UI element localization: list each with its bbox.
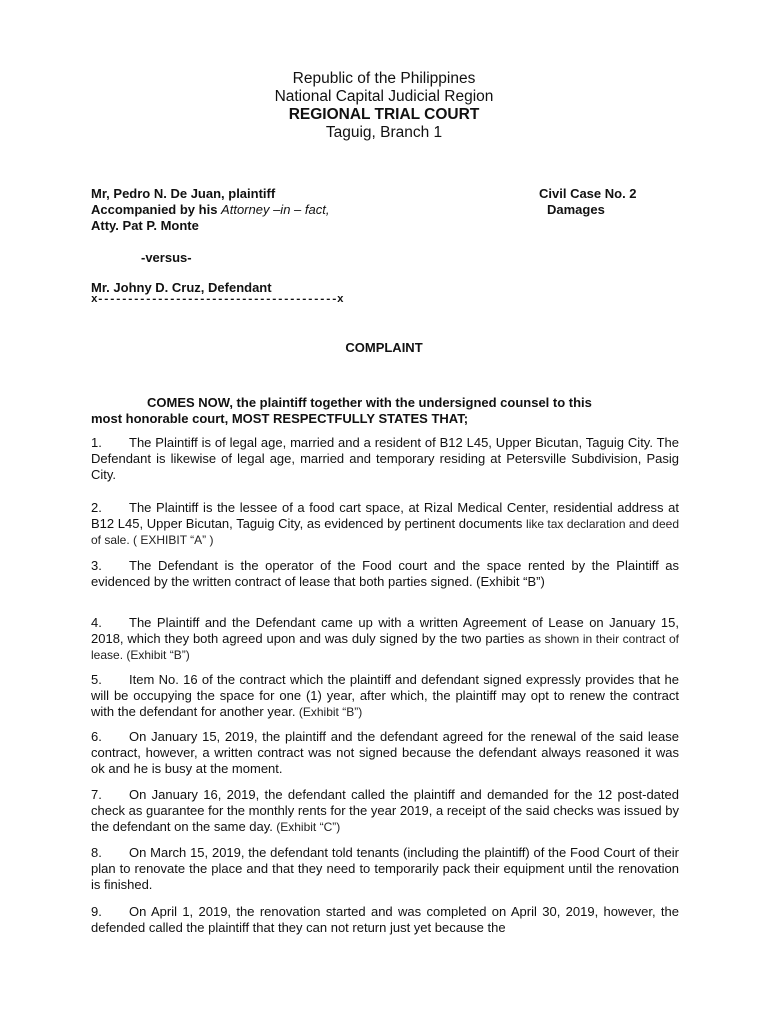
case-parties (91, 186, 671, 234)
paragraph-text: The Plaintiff is the lessee of a food cart space, at Rizal Medical Center, residential address at B12 L45, Upper Bicutan, Taguig City, as evidenced by pertinent documents (91, 500, 679, 531)
paragraph-text: The Defendant is the operator of the Food court and the space rented by the Plaintiff as evidenced by the written contract of lease that both parties signed. (Exhibit “B”) (91, 558, 679, 589)
paragraph-text: On January 15, 2019, the plaintiff and the defendant agreed for the renewal of the said lease contract, however, a written contract was not signed because the defendant always reasoned it was ok and he is busy at the moment. (91, 729, 679, 776)
paragraph-6 (91, 729, 679, 777)
header-region: National Capital Judicial Region (274, 88, 494, 105)
paragraph-number: 6. (91, 729, 102, 744)
paragraph-number: 9. (91, 904, 102, 919)
paragraph-tail: (Exhibit “C”) (272, 820, 341, 834)
paragraph-3 (91, 558, 679, 590)
paragraph-text: On April 1, 2019, the renovation started and was completed on April 30, 2019, however, the defended called the plaintiff that they can not return just yet because the (91, 904, 679, 935)
caption-divider: x----------------------------------------x (91, 294, 344, 306)
document-title: COMPLAINT (345, 340, 423, 355)
header-republic: Republic of the Philippines (292, 70, 476, 87)
header-branch: Taguig, Branch 1 (325, 124, 443, 141)
paragraph-8 (91, 845, 679, 893)
paragraph-4 (91, 615, 679, 663)
paragraph-tail: like tax declaration and deed of sale. ( EXHIBIT “A” ) (91, 517, 679, 547)
paragraph-text: On March 15, 2019, the defendant told tenants (including the plaintiff) of the Food Court of their plan to renovate the place and that they need to temporarily pack their equipment until the renovation is finished. (91, 845, 679, 892)
paragraph-1 (91, 435, 679, 483)
paragraph-number: 4. (91, 615, 102, 630)
paragraph-text: On January 16, 2019, the defendant called the plaintiff and demanded for the 12 post-dated check as guarantee for the monthly rents for the year 2019, a receipt of the said checks was issued by the defendant on the same day. (91, 787, 679, 834)
paragraph-5 (91, 672, 679, 720)
paragraph-9 (91, 904, 679, 936)
paragraph-number: 5. (91, 672, 102, 687)
paragraph-text: The Plaintiff is of legal age, married and a resident of B12 L45, Upper Bicutan, Taguig City. The Defendant is likewise of legal age, married and temporary residing at Petersville Subdivision, Pasig City. (91, 435, 679, 482)
intro-line-2: most honorable court, MOST RESPECTFULLY STATES THAT; (91, 411, 469, 426)
court-header (0, 70, 768, 142)
paragraph-tail: as shown in their contract of lease. (Exhibit “B”) (91, 632, 679, 662)
paragraph-tail: (Exhibit “B”) (295, 705, 363, 719)
paragraph-number: 3. (91, 558, 102, 573)
case-type: Damages (547, 202, 605, 217)
defendant-name: Mr. Johny D. Cruz, Defendant (91, 280, 272, 295)
intro-statement (91, 395, 681, 427)
versus-label: -versus- (141, 250, 192, 265)
paragraph-number: 2. (91, 500, 102, 515)
plaintiff-name: Mr, Pedro N. De Juan, plaintiff (91, 186, 276, 201)
header-court: REGIONAL TRIAL COURT (288, 106, 480, 123)
paragraph-text: Item No. 16 of the contract which the plaintiff and defendant signed expressly provides that he will be occupying the space for one (1) year, after which, the plaintiff may opt to renew the contract with the defendant for another year. (91, 672, 679, 719)
paragraph-number: 1. (91, 435, 102, 450)
paragraph-number: 7. (91, 787, 102, 802)
paragraph-7 (91, 787, 679, 835)
intro-line-1: COMES NOW, the plaintiff together with the undersigned counsel to this (147, 395, 592, 410)
accompanied-text: Accompanied by his (91, 202, 222, 217)
paragraph-text: The Plaintiff and the Defendant came up with a written Agreement of Lease on January 15, 2018, which they both agreed upon and was duly signed by the two parties (91, 615, 679, 646)
attorney-name: Atty. Pat P. Monte (91, 218, 199, 233)
paragraph-number: 8. (91, 845, 102, 860)
attorney-in-fact-text: Attorney –in – fact, (221, 202, 330, 217)
civil-case-number: Civil Case No. 2 (539, 186, 637, 201)
paragraph-2 (91, 500, 679, 548)
